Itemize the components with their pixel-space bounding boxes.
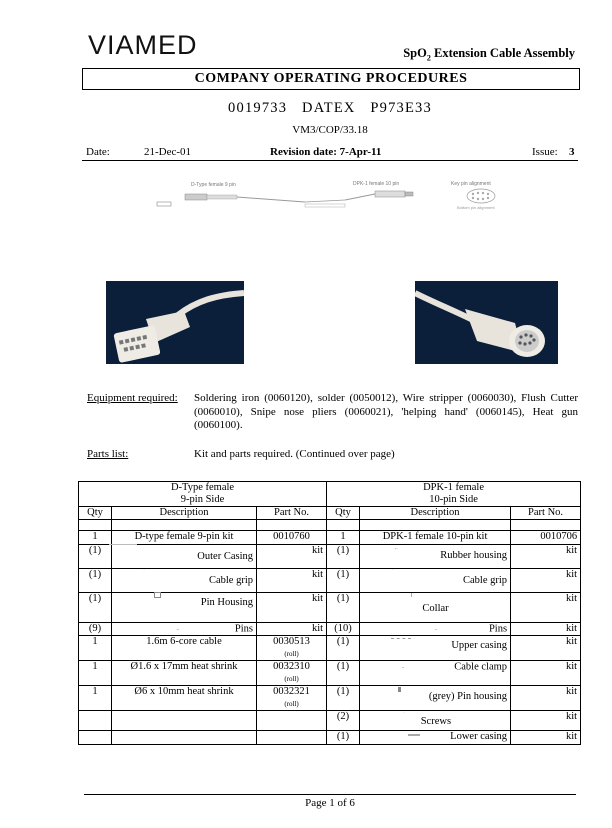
- upper-casing-icon: [391, 638, 411, 639]
- table-row: [79, 686, 581, 711]
- left-heading-1: D-Type female: [170, 482, 235, 493]
- subtitle-prefix: SpO: [403, 46, 427, 60]
- grey-pin-housing-icon: [398, 687, 401, 692]
- qty-left: 1: [79, 636, 112, 661]
- collar-icon: [411, 593, 412, 597]
- desc-right: Lower casing: [450, 731, 508, 743]
- desc-right-cell: [360, 711, 511, 731]
- part-left: 0032321: [273, 686, 310, 698]
- col-qty-left: Qty: [79, 507, 112, 520]
- part-left-cell: [257, 661, 327, 686]
- part-right: kit: [511, 711, 581, 731]
- date-value: 21-Dec-01: [144, 146, 192, 158]
- col-qty-right: Qty: [327, 507, 360, 520]
- qty-right: 1: [327, 531, 360, 545]
- desc-left-cell: [112, 545, 257, 569]
- cable-diagram: [155, 176, 525, 212]
- part-left: kit: [257, 545, 327, 569]
- issue-value: 3: [569, 146, 575, 158]
- parts-table: [78, 481, 581, 745]
- dtype-end-icon: [157, 202, 171, 206]
- part-right: kit: [511, 686, 581, 711]
- title-box: [82, 68, 580, 90]
- part-left: 0032310: [273, 661, 310, 673]
- right-heading: [327, 482, 581, 507]
- part-right: kit: [511, 661, 581, 686]
- dtype-connector-icon: [185, 194, 207, 200]
- desc-left-cell: [112, 569, 257, 593]
- desc-right: Cable grip: [463, 575, 508, 587]
- company-logo: VIAMED: [88, 30, 198, 60]
- table-row: [79, 593, 581, 623]
- desc-right: Collar: [422, 603, 449, 614]
- table-row: [79, 545, 581, 569]
- parts-label: Parts list:: [87, 448, 129, 460]
- desc-right-cell: [360, 545, 511, 569]
- desc-right: Rubber housing: [440, 550, 508, 562]
- part-left: 0010760: [257, 531, 327, 545]
- col-desc-left: Description: [112, 507, 257, 520]
- cable-grip-right-icon: ·: [391, 568, 393, 573]
- desc-right: Screws: [420, 715, 452, 727]
- pin-icon: -: [176, 625, 179, 633]
- col-desc-right: Description: [360, 507, 511, 520]
- right-heading-1: DPK-1 female: [423, 482, 485, 493]
- part-left: [257, 731, 327, 745]
- part-left: kit: [257, 623, 327, 636]
- desc-right-cell: [360, 731, 511, 745]
- desc-left: Ø1.6 x 17mm heat shrink: [112, 661, 257, 686]
- desc-right: Pins: [488, 623, 508, 635]
- qty-left: 1: [79, 531, 112, 545]
- part-right: kit: [511, 636, 581, 661]
- qty-right: (1): [327, 661, 360, 686]
- part-left-note: (roll): [284, 675, 299, 684]
- desc-left: D-type female 9-pin kit: [112, 531, 257, 545]
- desc-left: Outer Casing: [197, 551, 253, 562]
- desc-left: Pins: [234, 623, 253, 635]
- desc-right: Cable clamp: [454, 661, 508, 673]
- qty-right: (1): [327, 545, 360, 569]
- subtitle-subscript: 2: [426, 53, 431, 63]
- document-subtitle: [380, 46, 575, 63]
- table-column-header-row: [79, 507, 581, 520]
- desc-left: 1.6m 6-core cable: [112, 636, 257, 661]
- part-left-note: (roll): [284, 650, 299, 659]
- qty-right: (1): [327, 731, 360, 745]
- part-left: kit: [257, 593, 327, 623]
- qty-right: (1): [327, 569, 360, 593]
- part-left-cell: [257, 686, 327, 711]
- subtitle-suffix: Extension Cable Assembly: [430, 46, 575, 60]
- desc-right-cell: [360, 636, 511, 661]
- desc-right-cell: [360, 569, 511, 593]
- lower-casing-icon: [408, 734, 420, 736]
- qty-left: 1: [79, 661, 112, 686]
- right-heading-2: 10-pin Side: [429, 494, 478, 505]
- desc-left: [112, 731, 257, 745]
- equipment-label: Equipment required:: [87, 392, 178, 404]
- equipment-text: Soldering iron (0060120), solder (0050012), Wire stripper (0060030), Flush Cutter (0060010), Snipe nose pliers (0060021), 'helping hand' (0060145), Heat gun (0060100).: [194, 392, 578, 431]
- qty-right: (2): [327, 711, 360, 731]
- table-row: [79, 711, 581, 731]
- part-left: 0030513: [273, 636, 310, 648]
- page-title: COMPANY OPERATING PROCEDURES: [194, 71, 468, 86]
- qty-right: (1): [327, 636, 360, 661]
- part-right: kit: [511, 593, 581, 623]
- diagram-left-label: D-Type female 9 pin: [191, 182, 236, 188]
- screws-icon: ·: [403, 711, 405, 717]
- qty-left: [79, 711, 112, 731]
- table-row: [79, 569, 581, 593]
- col-part-left: Part No.: [257, 507, 327, 520]
- table-row: [79, 623, 581, 636]
- qty-left: (1): [79, 569, 112, 593]
- desc-right-cell: [360, 686, 511, 711]
- table-row: [79, 531, 581, 545]
- pin-housing-icon: [154, 592, 161, 598]
- qty-left: [79, 731, 112, 745]
- desc-left: Cable grip: [208, 575, 253, 587]
- part-right: kit: [511, 545, 581, 569]
- qty-left: (1): [79, 593, 112, 623]
- info-row: [82, 146, 578, 161]
- diagram-right-label: Key pin alignment: [451, 181, 491, 187]
- pin-alignment-icon: [467, 189, 495, 203]
- dpk-connector-photo: [415, 281, 558, 364]
- table-row: [79, 636, 581, 661]
- part-right: kit: [511, 731, 581, 745]
- rubber-housing-icon: ⌐: [394, 546, 399, 552]
- left-heading: [79, 482, 327, 507]
- table-heading-row: [79, 482, 581, 507]
- desc-right: DPK-1 female 10-pin kit: [360, 531, 511, 545]
- qty-right: (1): [327, 593, 360, 623]
- document-reference: VM3/COP/33.18: [292, 124, 368, 136]
- table-row: [79, 661, 581, 686]
- parts-text: Kit and parts required. (Continued over page): [194, 448, 395, 460]
- revision-date: Revision date: 7-Apr-11: [270, 146, 382, 158]
- desc-right: (grey) Pin housing: [428, 691, 508, 703]
- dpk-connector-icon: [375, 191, 405, 197]
- part-right: kit: [511, 569, 581, 593]
- outer-casing-icon: [109, 544, 137, 545]
- part-right: kit: [511, 623, 581, 636]
- desc-right-cell: [360, 623, 511, 636]
- qty-left: (9): [79, 623, 112, 636]
- date-label: Date:: [86, 146, 110, 158]
- pin-right-icon: -: [434, 625, 437, 633]
- part-left-cell: [257, 636, 327, 661]
- table-row: [79, 731, 581, 745]
- part-left: [257, 711, 327, 731]
- cable-clamp-icon: -: [401, 663, 405, 672]
- page-footer: Page 1 of 6: [84, 794, 576, 809]
- part-left-note: (roll): [284, 700, 299, 709]
- table-spacer-row: [79, 520, 581, 531]
- diagram-right-sublabel: Bottom pin alignment: [457, 205, 495, 210]
- desc-left-cell: [112, 593, 257, 623]
- desc-right: Upper casing: [451, 640, 508, 652]
- product-code: 0019733 DATEX P973E33: [228, 100, 432, 116]
- desc-right-cell: [360, 593, 511, 623]
- left-heading-2: 9-pin Side: [180, 494, 225, 505]
- issue-label: Issue:: [532, 146, 558, 158]
- dtype-connector-photo: [106, 281, 244, 364]
- qty-right: (10): [327, 623, 360, 636]
- diagram-mid-label: DPK-1 female 10 pin: [353, 181, 400, 187]
- desc-left: Pin Housing: [200, 597, 253, 608]
- qty-left: 1: [79, 686, 112, 711]
- col-part-right: Part No.: [511, 507, 581, 520]
- part-left: kit: [257, 569, 327, 593]
- cable-grip-icon: ·: [143, 568, 145, 573]
- part-right: 0010706: [511, 531, 581, 545]
- desc-left-cell: [112, 623, 257, 636]
- qty-right: (1): [327, 686, 360, 711]
- desc-left: [112, 711, 257, 731]
- desc-right-cell: [360, 661, 511, 686]
- desc-left: Ø6 x 10mm heat shrink: [112, 686, 257, 711]
- qty-left: (1): [79, 545, 112, 569]
